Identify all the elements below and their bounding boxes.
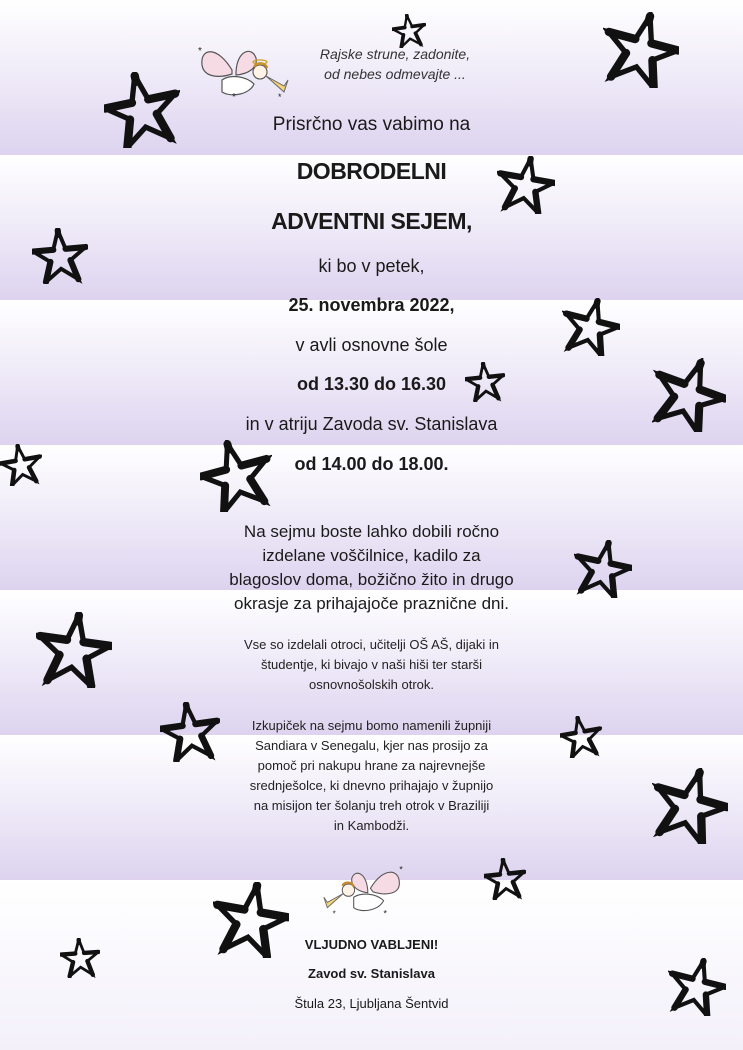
- invite-place-1: v avli osnovne šole: [295, 335, 448, 355]
- proceeds-line: na misijon ter šolanju treh otrok v Braziliji: [253, 798, 490, 813]
- svg-text:*: *: [332, 909, 336, 919]
- footer-org: Zavod sv. Stanislava: [308, 966, 435, 981]
- poem: [305, 44, 485, 84]
- poem-line-2: od nebes odmevajte ...: [324, 66, 466, 82]
- invite-date: 25. novembra 2022,: [288, 295, 455, 315]
- footer-greeting: VLJUDNO VABLJENI!: [304, 937, 439, 952]
- description-line: izdelane voščilnice, kadilo za: [262, 546, 481, 565]
- makers-line: osnovnošolskih otrok.: [308, 677, 434, 692]
- makers-line: Vse so izdelali otroci, učitelji OŠ AŠ, dijaki in: [243, 637, 500, 652]
- invite-day: ki bo v petek,: [318, 256, 425, 276]
- description-line: okrasje za prihajajoče praznične dni.: [234, 594, 509, 613]
- svg-text:*: *: [383, 908, 387, 919]
- invite-time-2: od 14.00 do 18.00.: [294, 454, 449, 474]
- proceeds-line: pomoč pri nakupu hrane za najrevnejše: [257, 758, 486, 773]
- svg-text:*: *: [198, 46, 202, 57]
- proceeds-line: in Kambodži.: [333, 818, 410, 833]
- proceeds-line: Izkupiček na sejmu bomo namenili župniji: [251, 718, 492, 733]
- title-line-2: ADVENTNI SEJEM,: [271, 208, 472, 234]
- proceeds-paragraph: [0, 716, 743, 836]
- angel-trumpet-icon: [322, 862, 410, 920]
- svg-text:*: *: [399, 864, 403, 875]
- description-paragraph: [0, 520, 743, 616]
- makers-line: študentje, ki bivajo v naši hiši ter starši: [260, 657, 483, 672]
- invite-place-2: in v atriju Zavoda sv. Stanislava: [245, 414, 498, 434]
- angel-trumpet-icon: [192, 40, 292, 106]
- makers-paragraph: [0, 635, 743, 695]
- svg-text:*: *: [278, 92, 282, 102]
- proceeds-line: srednješolce, ki dnevno prihajajo v župnijo: [249, 778, 494, 793]
- footer-address: Štula 23, Ljubljana Šentvid: [294, 996, 449, 1011]
- star-icon: [392, 14, 426, 48]
- invite-intro: Prisrčno vas vabimo na: [272, 114, 471, 135]
- star-icon: [603, 12, 679, 88]
- star-icon: [484, 858, 526, 900]
- description-line: Na sejmu boste lahko dobili ročno: [243, 522, 500, 541]
- description-line: blagoslov doma, božično žito in drugo: [229, 570, 514, 589]
- svg-text:*: *: [232, 92, 236, 103]
- invite-time-1: od 13.30 do 16.30: [296, 374, 447, 394]
- title-line-1: DOBRODELNI: [296, 158, 447, 184]
- poem-line-1: Rajske strune, zadonite,: [319, 46, 471, 62]
- star-icon: [200, 440, 272, 512]
- proceeds-line: Sandiara v Senegalu, kjer nas prosijo za: [255, 738, 488, 753]
- star-icon: [104, 72, 180, 148]
